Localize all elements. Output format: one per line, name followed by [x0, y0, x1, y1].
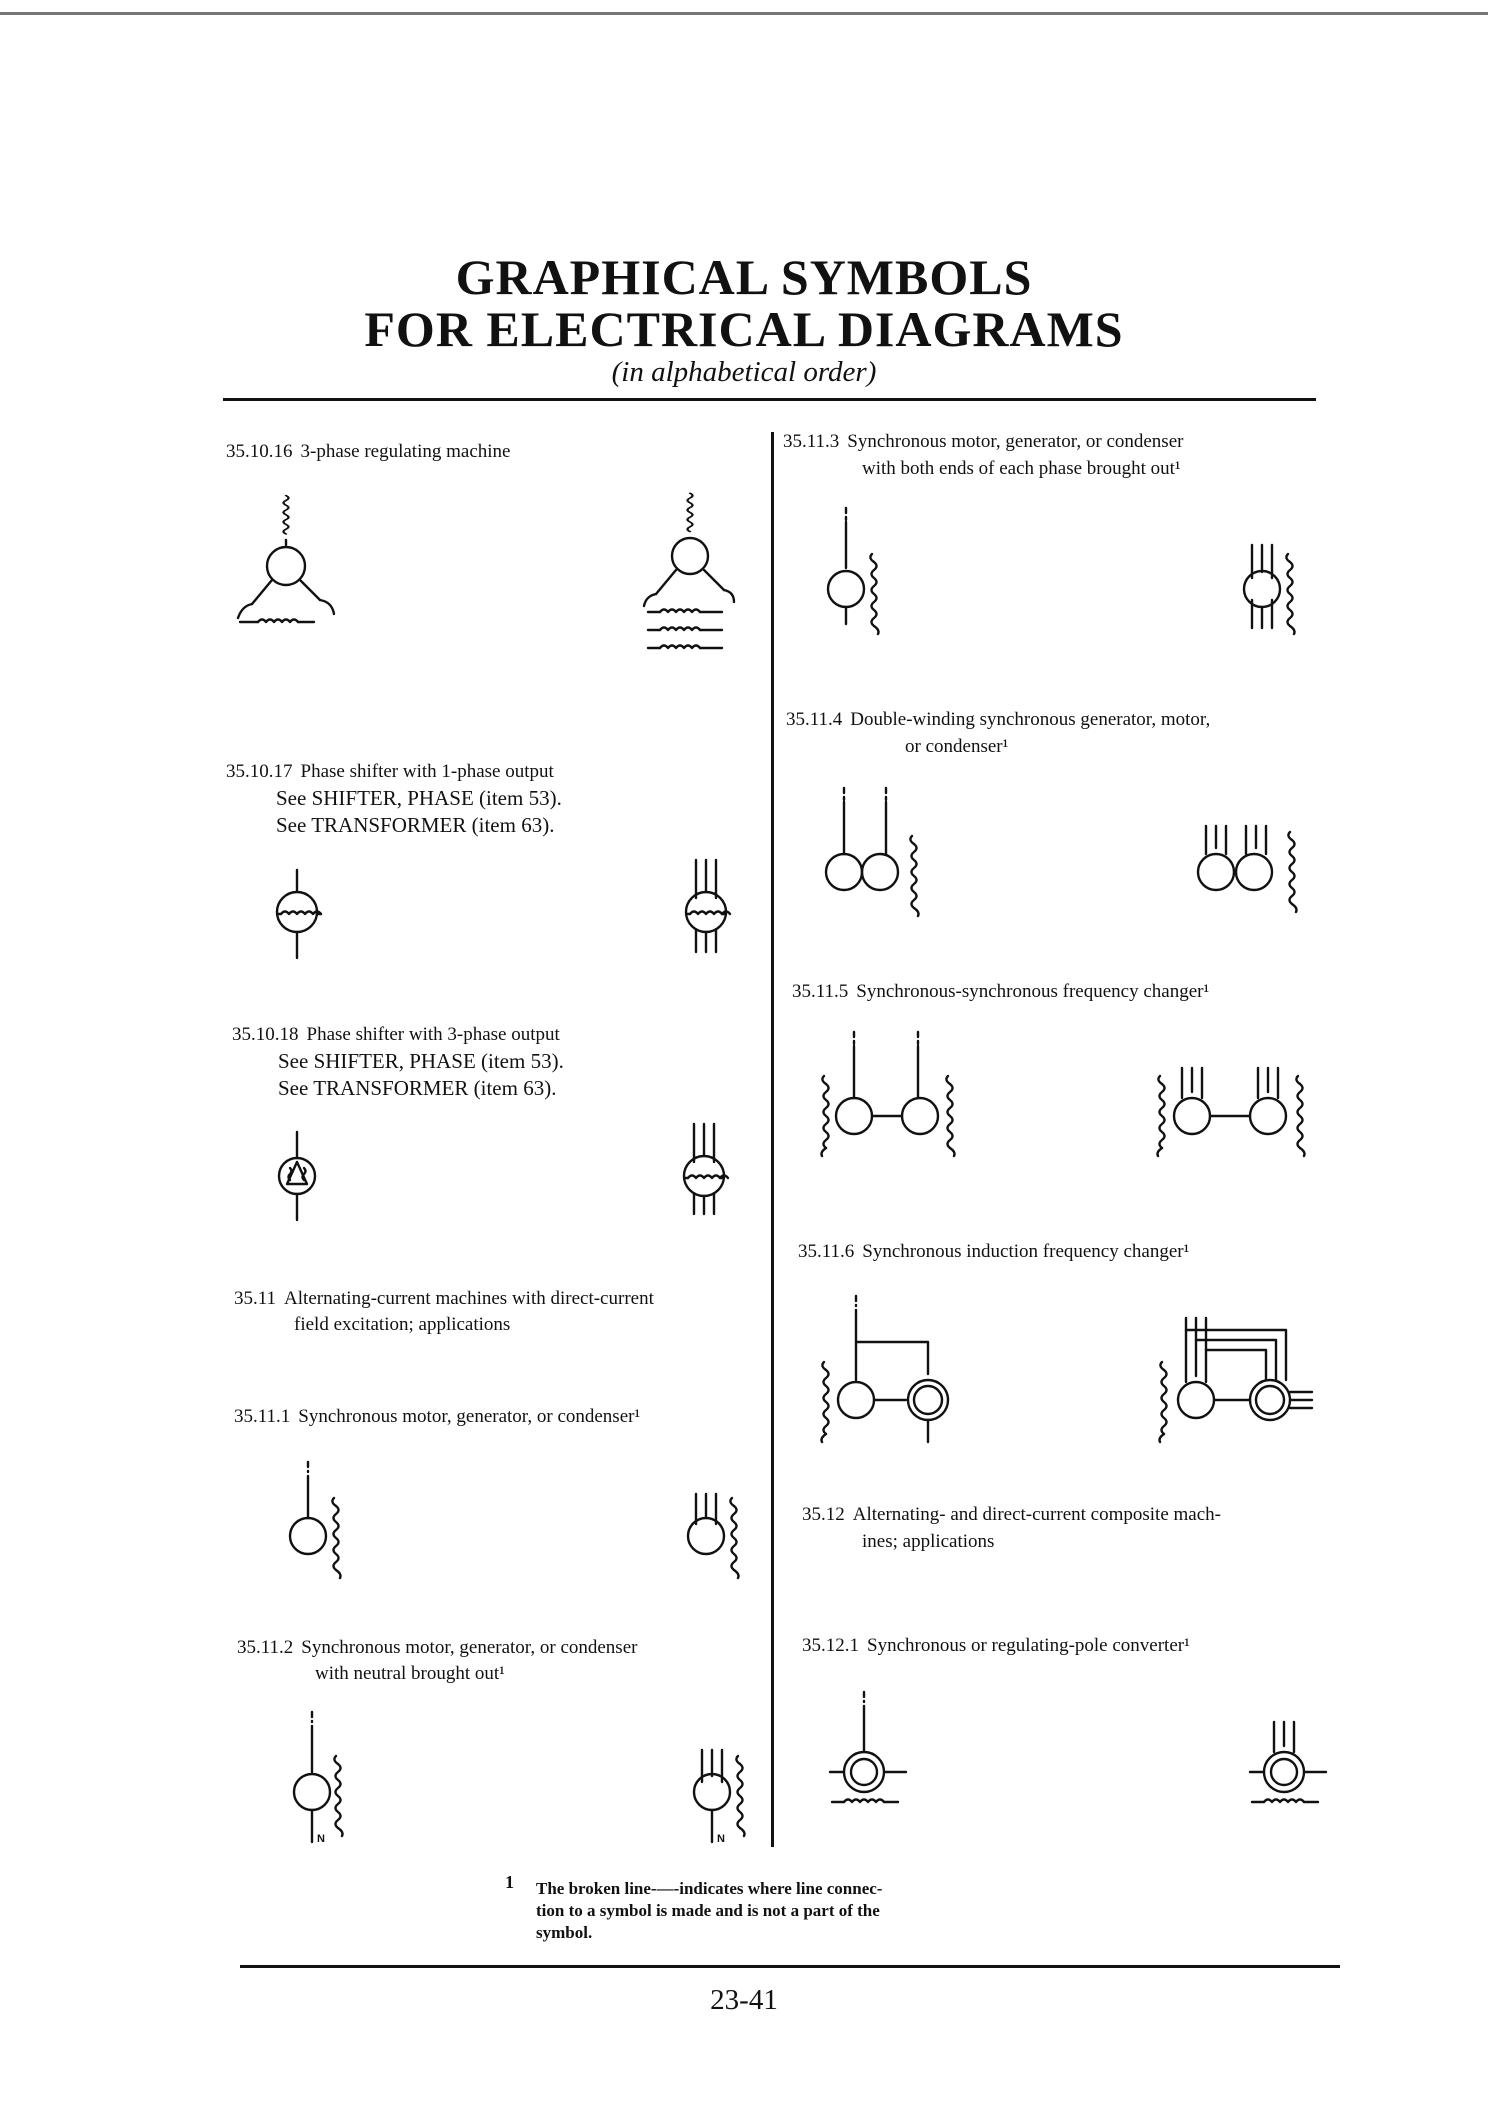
regulating-machine-symbol-alt [644, 493, 734, 648]
entry-35-11-2: 35.11.2 Synchronous motor, generator, or condenser [237, 1637, 638, 1658]
double-winding-sync-symbol [826, 788, 919, 916]
phase-shifter-3ph-symbol [279, 1132, 315, 1220]
footnote-line: The broken line-—-indicates where line connec- [536, 1879, 883, 1898]
neutral-label: N [717, 1833, 725, 1845]
regulating-pole-converter-symbol [830, 1692, 906, 1802]
entry-35-12-line2: ines; applications [862, 1531, 995, 1552]
entry-35-11-6: 35.11.6 Synchronous induction frequency changer¹ [798, 1241, 1190, 1262]
entry-35-11-1: 35.11.1 Synchronous motor, generator, or condenser¹ [234, 1406, 641, 1427]
page-number: 23-41 [710, 1984, 778, 2016]
regulating-machine-symbol [238, 496, 334, 622]
neutral-label: N [317, 1833, 325, 1845]
sync-machine-neutral-symbol [294, 1712, 343, 1842]
entry-35-11-3-line2: with both ends of each phase brought out¹ [862, 458, 1181, 479]
entry-35-10-17: 35.10.17 Phase shifter with 1-phase output [226, 761, 554, 782]
phase-shifter-1ph-symbol [277, 870, 321, 958]
entry-35-11-3: 35.11.3 Synchronous motor, generator, or condenser [783, 431, 1184, 452]
sync-machine-both-ends-symbol [828, 508, 879, 634]
entry-35-12: 35.12 Alternating- and direct-current composite mach- [802, 1504, 1221, 1525]
see-ref-transformer: See TRANSFORMER (item 63). [278, 1076, 557, 1100]
entry-35-12-1: 35.12.1 Synchronous or regulating-pole converter¹ [802, 1635, 1190, 1656]
see-ref-shifter-phase: See SHIFTER, PHASE (item 53). [278, 1049, 564, 1073]
page-title-line2: FOR ELECTRICAL DIAGRAMS [364, 301, 1124, 357]
entry-35-11-2-line2: with neutral brought out¹ [315, 1663, 505, 1684]
phase-shifter-1ph-symbol-alt [686, 860, 730, 952]
sync-sync-frequency-changer-symbol-alt [1158, 1068, 1305, 1156]
footnote-marker: 1 [505, 1872, 514, 1892]
regulating-pole-converter-symbol-alt [1250, 1722, 1326, 1802]
entry-35-10-16: 35.10.16 3-phase regulating machine [226, 441, 511, 462]
page-subtitle: (in alphabetical order) [611, 356, 877, 388]
sync-induction-frequency-changer-symbol-alt [1160, 1318, 1313, 1442]
sync-machine-symbol [290, 1462, 341, 1578]
page-title-line1: GRAPHICAL SYMBOLS [455, 249, 1033, 305]
entry-35-11: 35.11 Alternating-current machines with direct-current [234, 1288, 654, 1309]
see-ref-transformer: See TRANSFORMER (item 63). [276, 813, 555, 837]
footnote [536, 1878, 1036, 1944]
double-winding-sync-symbol-alt [1198, 826, 1297, 912]
see-ref-shifter-phase: See SHIFTER, PHASE (item 53). [276, 786, 562, 810]
entry-35-11-4-line2: or condenser¹ [905, 736, 1009, 757]
footnote-line: tion to a symbol is made and is not a part of the [536, 1901, 880, 1920]
sync-sync-frequency-changer-symbol [822, 1032, 955, 1156]
sync-machine-symbol-alt [688, 1494, 739, 1578]
entry-35-11-4: 35.11.4 Double-winding synchronous generator, motor, [786, 709, 1211, 730]
phase-shifter-3ph-symbol-alt [684, 1124, 728, 1214]
entry-35-11-5: 35.11.5 Synchronous-synchronous frequency changer¹ [792, 981, 1210, 1002]
entry-35-11-line2: field excitation; applications [294, 1314, 511, 1335]
footnote-line: symbol. [536, 1923, 593, 1942]
entry-35-10-18: 35.10.18 Phase shifter with 3-phase output [232, 1024, 560, 1045]
sync-machine-both-ends-symbol-alt [1244, 545, 1295, 634]
sync-induction-frequency-changer-symbol [822, 1296, 949, 1442]
sync-machine-neutral-symbol-alt [694, 1750, 745, 1842]
